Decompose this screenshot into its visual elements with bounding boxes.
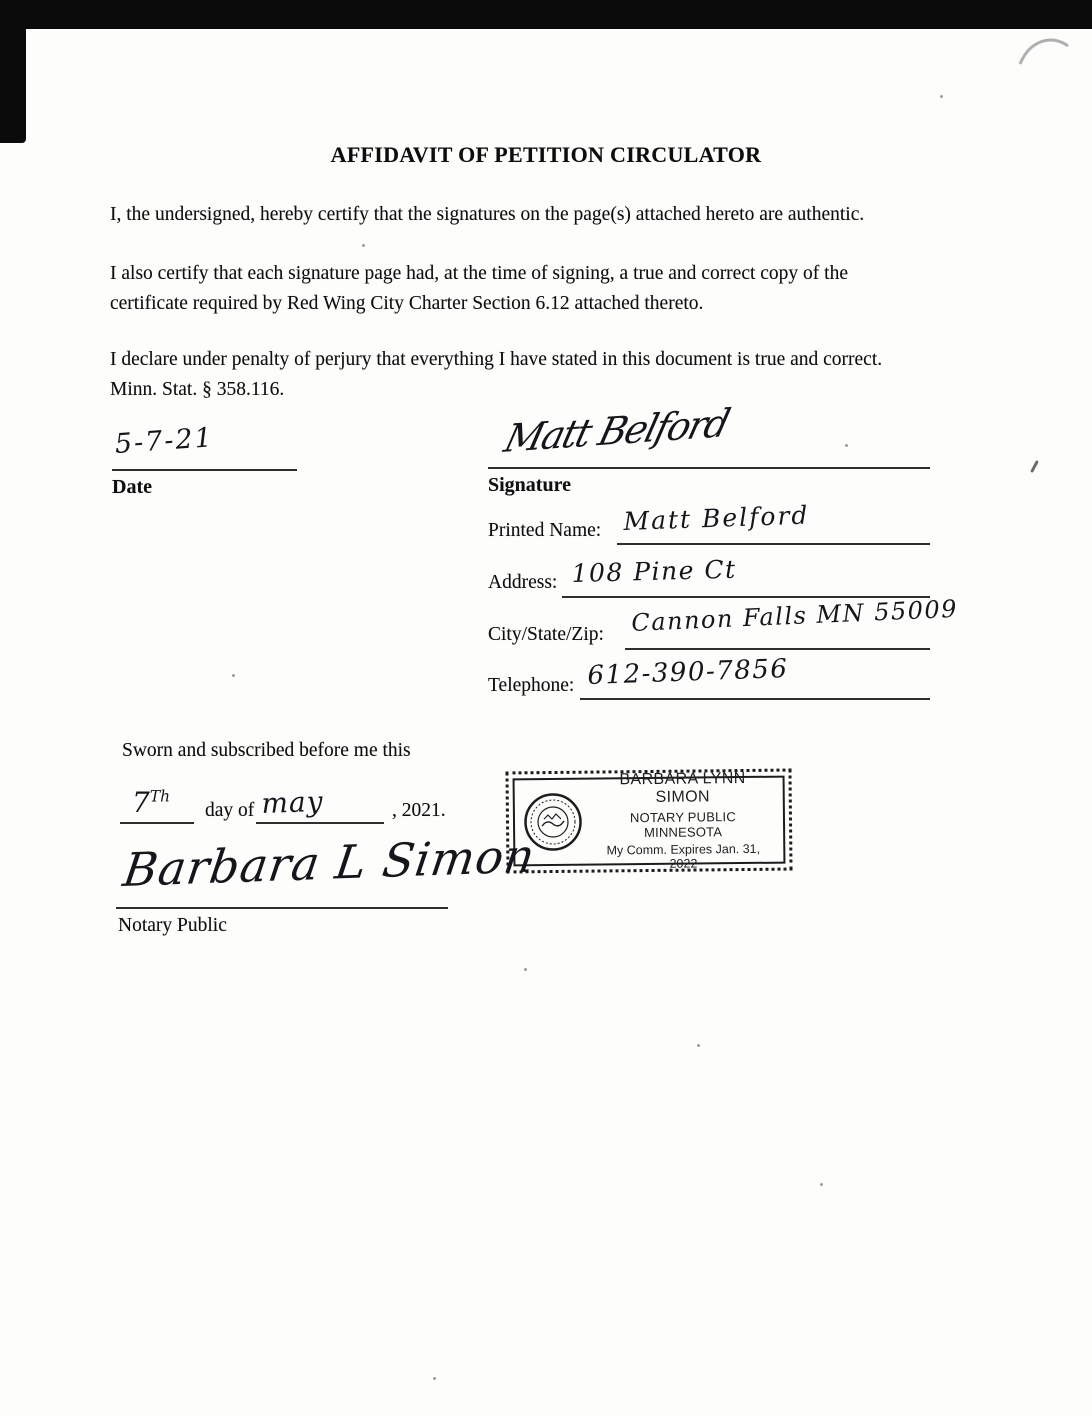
document-title: AFFIDAVIT OF PETITION CIRCULATOR <box>330 142 762 167</box>
date-underline <box>112 469 297 471</box>
signature-label: Signature <box>488 474 571 496</box>
notary-stamp-inner-border <box>513 769 786 871</box>
scan-speck <box>362 244 365 247</box>
month-handwritten-value: may <box>260 784 325 820</box>
telephone-label: Telephone: <box>488 675 575 696</box>
printed-name-underline <box>617 543 930 545</box>
ink-mark <box>1030 460 1039 473</box>
stamp-notary-title: NOTARY PUBLIC MINNESOTA <box>629 809 736 841</box>
day-suffix: Th <box>149 787 171 806</box>
telephone-underline <box>580 698 930 700</box>
affidavit-paragraph-certificate <box>110 259 848 319</box>
notary-signature-handwritten: Barbara L Simon <box>120 828 539 897</box>
city-state-zip-label: City/State/Zip: <box>488 624 604 645</box>
printed-name-label: Printed Name: <box>488 520 602 541</box>
city-state-zip-handwritten-value: Cannon Falls MN 55009 <box>630 594 959 637</box>
address-label: Address: <box>488 572 558 593</box>
notary-stamp-text <box>590 770 775 872</box>
day-handwritten-value <box>132 786 170 819</box>
month-underline <box>256 822 384 824</box>
notary-stamp <box>505 769 792 874</box>
scan-speck <box>697 1044 700 1047</box>
scan-speck <box>433 1377 436 1380</box>
scan-speck <box>940 95 943 98</box>
scan-speck <box>820 1183 823 1186</box>
paragraph-line: I declare under penalty of perjury that everything I have stated in this document is true and correct. <box>110 349 883 370</box>
paragraph-line: I, the undersigned, hereby certify that the signatures on the page(s) attached hereto are authentic. <box>110 204 865 225</box>
paragraph-line: certificate required by Red Wing City Charter Section 6.12 attached thereto. <box>110 293 704 314</box>
stamp-commission-expiry: My Comm. Expires Jan. 31, 2022 <box>606 841 761 871</box>
day-of-text: day of <box>205 800 255 821</box>
affidavit-paragraph-perjury <box>110 345 882 405</box>
printed-name-handwritten-value: Matt Belford <box>622 500 810 536</box>
year-text: , 2021. <box>392 800 446 821</box>
signature-handwritten-scrawl: Matt Belford <box>500 400 733 461</box>
scan-artifact-top-bar <box>0 0 1092 29</box>
telephone-handwritten-value: 612-390-7856 <box>586 654 789 691</box>
scan-artifact-left-bar <box>0 0 26 143</box>
signature-underline <box>488 467 930 469</box>
notary-signature-underline <box>116 907 448 909</box>
paragraph-line: Minn. Stat. § 358.116. <box>110 379 285 400</box>
date-label: Date <box>112 476 152 498</box>
scan-artifact-corner-mark <box>1012 26 1082 76</box>
scan-speck <box>232 674 235 677</box>
day-number: 7 <box>132 786 150 819</box>
day-underline <box>120 822 194 824</box>
date-handwritten-value: 5-7-21 <box>113 422 215 460</box>
notary-public-label: Notary Public <box>118 915 227 936</box>
sworn-statement-text: Sworn and subscribed before me this <box>122 740 411 761</box>
stamp-notary-name: BARBARA LYNN SIMON <box>619 769 746 806</box>
city-state-zip-underline <box>625 648 930 650</box>
paragraph-line: I also certify that each signature page had, at the time of signing, a true and correct copy of the <box>110 263 849 284</box>
scan-speck <box>524 968 527 971</box>
affidavit-paragraph-authentic <box>110 200 864 230</box>
scan-speck <box>845 444 848 447</box>
address-handwritten-value: 108 Pine Ct <box>571 554 737 588</box>
